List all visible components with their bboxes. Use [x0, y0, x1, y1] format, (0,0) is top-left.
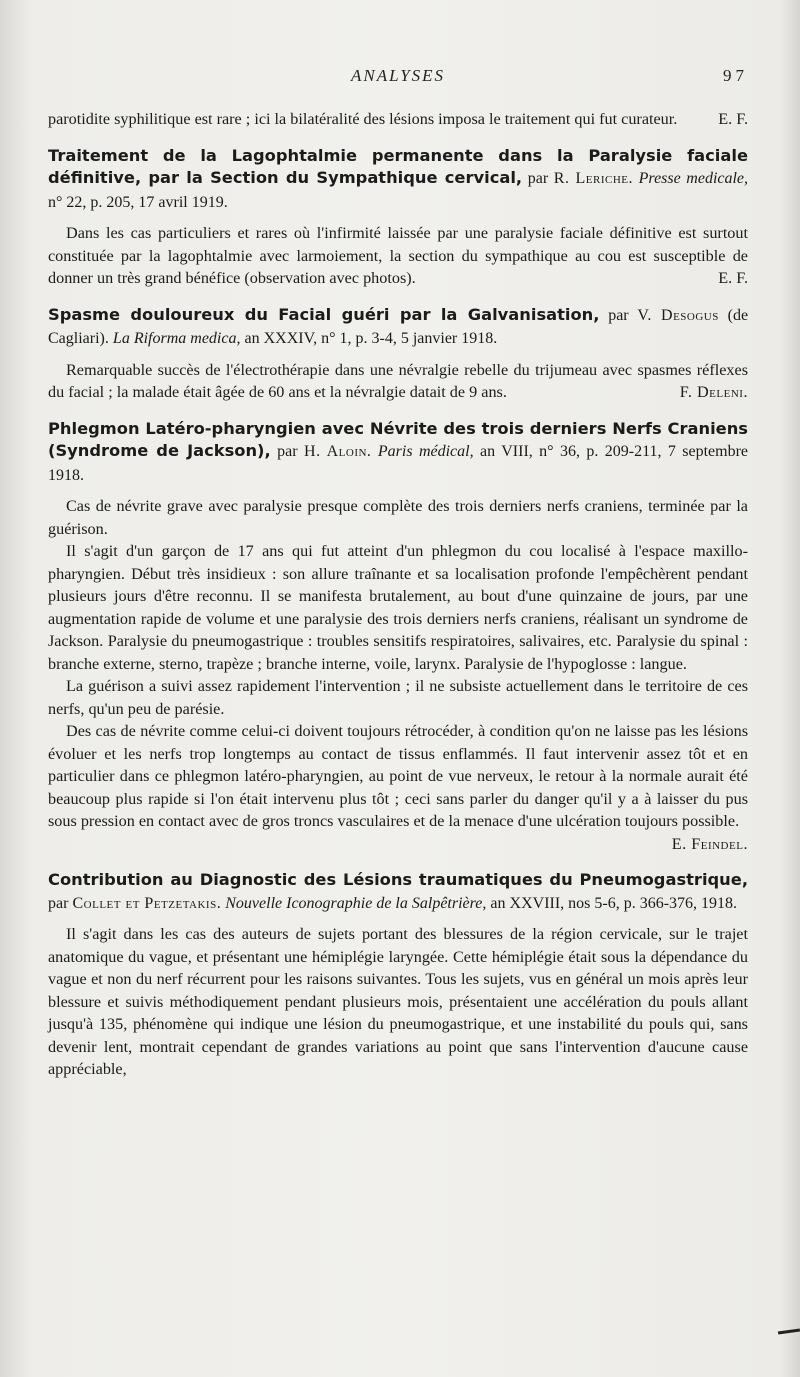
- article-4-body: Il s'agit dans les cas des auteurs de sujets portant des blessures de la région cervicale, sur le trajet anatomique du vague, et présentant une hémiplégie laryngée. Cette hémiplégie était sous la dépendance du vague et non du nerf récurrent pour les raisons suivantes. Tous les sujets, vus en général un mois après leur blessure et suivis méthodiquement pendant plusieurs mois, présentaient une accélération du pouls allant jusqu'à 135, phénomène qui indique une lésion du pneumogastrique, et une instabilité du pouls qui, sans devenir lent, montrait cependant de grandes variations au point que sans l'intervention d'aucune cause appréciable,: [48, 925, 748, 1078]
- page-number: 97: [723, 66, 748, 85]
- article-2-text: Remarquable succès de l'électrothérapie dans une névralgie rebelle du trijumeau avec spasmes réflexes du facial ; la malade était âgée de 60 ans et la névralgie datait de 9 ans.: [48, 360, 748, 401]
- article-1-title: Traitement de la Lagophtalmie permanente dans la Paralysie faciale définitive, par la Section du Sympathique cervical,: [48, 145, 748, 187]
- article-2-signature: F. Deleni.: [679, 383, 748, 401]
- scan-artifact-mark: [778, 1328, 800, 1334]
- article-3-ref: an VIII, n° 36, p. 209-211, 7 septembre 1918.: [48, 443, 749, 484]
- article-2-journal: La Riforma medica,: [112, 330, 241, 347]
- article-4-title: Contribution au Diagnostic des Lésions traumatiques du Pneumogastrique,: [48, 870, 748, 889]
- intro-text: parotidite syphilitique est rare ; ici la bilatéralité des lésions imposa le traitement qui fut curateur.: [48, 110, 678, 128]
- article-3-paragraph-1: Cas de névrite grave avec paralysie presque complète des trois derniers nerfs craniens, terminée par la guérison.: [48, 497, 748, 538]
- article-2-title: Spasme douloureux du Facial guéri par la Galvanisation,: [48, 304, 600, 324]
- article-2-heading: [48, 304, 748, 351]
- article-3-signature: E. Feindel.: [671, 834, 748, 853]
- article-2-author: V. Desogus: [637, 306, 719, 324]
- article-1-heading: [48, 145, 748, 215]
- article-3-paragraph-4: [48, 720, 748, 855]
- article-1-par: par: [527, 170, 549, 187]
- page-content: [48, 108, 748, 1081]
- intro-signature: E. F.: [718, 110, 748, 128]
- article-4-heading: [48, 869, 748, 915]
- article-3-author: H. Aloin.: [304, 443, 372, 460]
- article-2-par: par: [608, 306, 629, 324]
- article-3-par: par: [277, 443, 298, 460]
- article-4-ref: an XXVIII, nos 5-6, p. 366-376, 1918.: [490, 894, 738, 912]
- article-1-text: Dans les cas particuliers et rares où l'infirmité laissée par une paralysie faciale définitive est surtout constituée par la lagophtalmie avec larmoiement, la section du sympathique au cou est susceptible de donner un très grand bénéfice (observation avec photos).: [48, 224, 748, 287]
- article-4-journal: Nouvelle Iconographie de la Salpêtrière,: [225, 894, 487, 912]
- article-3-paragraph-3: La guérison a suivi assez rapidement l'intervention ; il ne subsiste actuellement dans le territoire de ces nerfs, qu'un peu de parésie.: [48, 677, 748, 718]
- article-3-text-4: Des cas de névrite comme celui-ci doivent toujours rétrocéder, à condition qu'on ne laisse pas les lésions évoluer et les nerfs trop longtemps au contact de tissus enflammés. Il faut intervenir assez tôt et en particulier dans ce phlegmon latéro-pharyngien, au point de vue nerveux, le retour à la normale aurait été beaucoup plus rapide si l'on était intervenu plus tôt ; ceci sans parler du danger qu'il y a à laisser du pus sous pression en contact avec de gros troncs vasculaires et de la menace d'une ulcération toujours possible.: [48, 722, 748, 830]
- article-3-paragraph-2: Il s'agit d'un garçon de 17 ans qui fut atteint d'un phlegmon du cou localisé à l'espace maxillo-pharyngien. Début très insidieux : son allure traînante et sa localisation profonde l'empêchèrent pendant plusieurs jours d'être reconnu. Il se manifesta brutalement, au bout d'une quinzaine de jours, par une augmentation rapide de volume et une paralysie des trois derniers nerfs craniens, réalisant un syndrome de Jackson. Paralysie du pneumogastrique : troubles sensitifs respiratoires, salivaires, etc. Paralysie du spinal : branche externe, sterno, trapèze ; branche interne, voile, larynx. Paralysie de l'hypoglosse : langue.: [48, 542, 748, 673]
- intro-paragraph: [48, 108, 748, 131]
- article-4-par: par: [48, 894, 69, 912]
- article-1-ref: n° 22, p. 205, 17 avril 1919.: [48, 193, 228, 211]
- article-1-author: R. Leriche.: [553, 170, 634, 187]
- article-1-journal: Presse medicale,: [638, 170, 749, 187]
- article-1-body: [48, 222, 748, 290]
- article-1-signature: E. F.: [718, 269, 748, 287]
- article-4-authors: Collet et Petzetakis.: [72, 894, 222, 912]
- article-2-body: [48, 359, 748, 404]
- page-header: [48, 66, 748, 92]
- article-3-title: Phlegmon Latéro-pharyngien avec Névrite des trois derniers Nerfs Craniens (Syndrome de Jackson),: [48, 418, 748, 460]
- article-3-heading: [48, 418, 748, 488]
- running-title: ANALYSES: [350, 66, 446, 85]
- article-2-origin: (de Cagliari).: [48, 306, 749, 347]
- article-3-journal: Paris médical,: [377, 443, 474, 460]
- article-2-ref: an XXXIV, n° 1, p. 3-4, 5 janvier 1918.: [244, 330, 498, 347]
